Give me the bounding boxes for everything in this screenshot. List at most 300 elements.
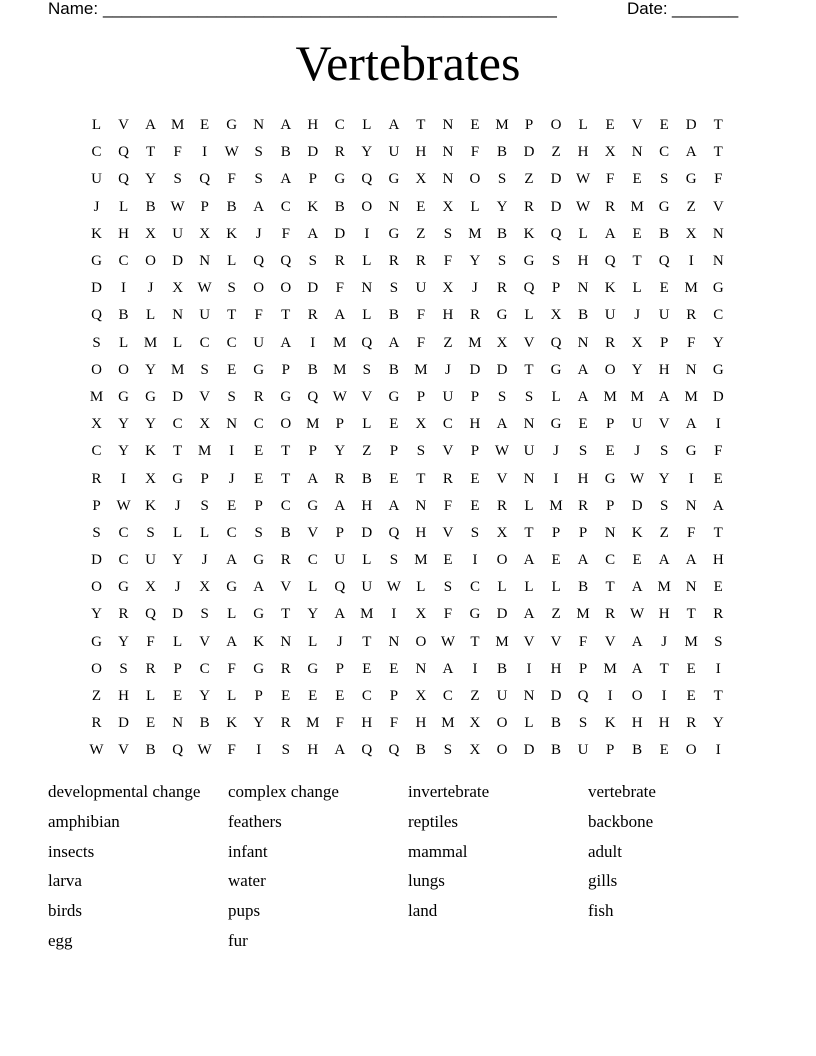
grid-letter[interactable]: U	[91, 171, 102, 188]
grid-letter[interactable]: D	[550, 688, 562, 705]
grid-letter[interactable]: G	[253, 660, 265, 677]
grid-letter[interactable]: G	[685, 171, 697, 188]
grid-letter[interactable]: X	[496, 334, 508, 351]
grid-letter[interactable]: G	[334, 171, 346, 188]
grid-letter[interactable]: J	[201, 552, 208, 569]
grid-letter[interactable]: P	[470, 388, 480, 405]
grid-letter[interactable]: G	[307, 660, 319, 677]
grid-letter[interactable]: U	[388, 144, 400, 161]
grid-letter[interactable]: O	[361, 198, 373, 215]
grid-letter[interactable]: M	[143, 334, 158, 351]
grid-letter[interactable]: Q	[91, 307, 102, 324]
grid-letter[interactable]: R	[524, 198, 535, 215]
grid-letter[interactable]: O	[550, 117, 562, 134]
grid-letter[interactable]: R	[469, 307, 480, 324]
grid-letter[interactable]: E	[443, 552, 453, 569]
grid-letter[interactable]: L	[145, 688, 156, 705]
grid-letter[interactable]: M	[197, 443, 212, 460]
grid-letter[interactable]: Y	[361, 144, 373, 161]
grid-letter[interactable]: S	[443, 225, 453, 242]
grid-letter[interactable]: E	[659, 280, 669, 297]
grid-letter[interactable]: P	[308, 171, 317, 188]
grid-letter[interactable]: S	[660, 443, 669, 460]
grid-letter[interactable]: B	[578, 307, 589, 324]
grid-letter[interactable]: F	[714, 443, 723, 460]
grid-letter[interactable]: W	[386, 579, 401, 596]
grid-letter[interactable]: B	[632, 742, 643, 759]
grid-letter[interactable]: N	[712, 225, 724, 242]
grid-letter[interactable]: A	[496, 416, 508, 433]
grid-letter[interactable]: H	[361, 497, 373, 514]
grid-letter[interactable]: U	[604, 307, 616, 324]
grid-letter[interactable]: C	[605, 552, 616, 569]
grid-letter[interactable]: X	[91, 416, 102, 433]
grid-letter[interactable]: H	[118, 688, 129, 705]
grid-letter[interactable]: E	[335, 688, 345, 705]
grid-letter[interactable]: O	[496, 715, 508, 732]
grid-letter[interactable]: Y	[172, 552, 184, 569]
grid-letter[interactable]: Z	[416, 225, 426, 242]
grid-letter[interactable]: A	[577, 552, 589, 569]
grid-letter[interactable]: B	[145, 198, 156, 215]
grid-letter[interactable]: B	[334, 198, 345, 215]
grid-letter[interactable]: I	[715, 742, 721, 759]
grid-letter[interactable]: S	[660, 171, 669, 188]
grid-letter[interactable]: G	[550, 361, 562, 378]
grid-letter[interactable]: Z	[91, 688, 102, 705]
grid-letter[interactable]: O	[469, 171, 481, 188]
grid-letter[interactable]: E	[389, 416, 399, 433]
grid-letter[interactable]: D	[91, 552, 102, 569]
grid-letter[interactable]: B	[551, 742, 562, 759]
grid-letter[interactable]: G	[91, 633, 102, 650]
grid-letter[interactable]: G	[712, 361, 724, 378]
grid-letter[interactable]: H	[577, 253, 589, 270]
grid-letter[interactable]: Z	[443, 334, 453, 351]
grid-letter[interactable]: R	[334, 144, 345, 161]
grid-letter[interactable]: X	[199, 416, 211, 433]
grid-letter[interactable]: N	[577, 334, 589, 351]
grid-letter[interactable]: R	[280, 715, 291, 732]
grid-letter[interactable]: X	[469, 742, 481, 759]
grid-letter[interactable]: C	[226, 524, 237, 541]
grid-letter[interactable]: W	[575, 171, 591, 188]
grid-letter[interactable]: U	[496, 688, 508, 705]
grid-letter[interactable]: G	[118, 579, 129, 596]
grid-letter[interactable]: A	[523, 552, 535, 569]
grid-letter[interactable]: G	[523, 253, 535, 270]
grid-letter[interactable]: L	[632, 280, 642, 297]
grid-letter[interactable]: J	[147, 280, 154, 297]
grid-letter[interactable]: D	[172, 388, 184, 405]
grid-letter[interactable]: M	[333, 361, 347, 378]
grid-letter[interactable]: W	[630, 470, 645, 487]
grid-letter[interactable]: T	[470, 633, 480, 650]
grid-letter[interactable]: M	[495, 633, 509, 650]
grid-letter[interactable]: M	[495, 117, 509, 134]
grid-letter[interactable]: I	[229, 443, 235, 460]
grid-letter[interactable]: S	[200, 606, 209, 623]
grid-letter[interactable]: Y	[145, 416, 156, 433]
grid-letter[interactable]: L	[362, 117, 372, 134]
grid-letter[interactable]: J	[445, 361, 451, 378]
grid-letter[interactable]: O	[685, 742, 697, 759]
grid-letter[interactable]: A	[658, 388, 670, 405]
grid-letter[interactable]: J	[472, 280, 478, 297]
grid-letter[interactable]: L	[200, 524, 210, 541]
grid-letter[interactable]: S	[389, 280, 399, 297]
grid-letter[interactable]: Y	[118, 633, 129, 650]
grid-letter[interactable]: S	[443, 742, 453, 759]
grid-letter[interactable]: S	[254, 524, 263, 541]
grid-letter[interactable]: T	[713, 688, 723, 705]
grid-letter[interactable]: K	[307, 198, 319, 215]
grid-letter[interactable]: G	[145, 388, 156, 405]
grid-letter[interactable]: Q	[199, 171, 211, 188]
grid-letter[interactable]: F	[281, 225, 290, 242]
grid-letter[interactable]: J	[634, 443, 641, 460]
grid-letter[interactable]: O	[415, 633, 427, 650]
grid-letter[interactable]: Y	[658, 470, 670, 487]
grid-letter[interactable]: N	[226, 416, 238, 433]
grid-letter[interactable]: M	[170, 361, 185, 378]
grid-letter[interactable]: S	[119, 660, 128, 677]
grid-letter[interactable]: M	[630, 388, 644, 405]
grid-letter[interactable]: Q	[253, 253, 265, 270]
grid-letter[interactable]: O	[496, 742, 508, 759]
grid-letter[interactable]: G	[253, 361, 265, 378]
grid-letter[interactable]: D	[469, 361, 481, 378]
grid-letter[interactable]: J	[634, 307, 641, 324]
grid-letter[interactable]: B	[280, 144, 291, 161]
grid-letter[interactable]: H	[577, 144, 589, 161]
grid-letter[interactable]: S	[308, 253, 317, 270]
grid-letter[interactable]: K	[253, 633, 265, 650]
grid-letter[interactable]: R	[334, 470, 345, 487]
grid-letter[interactable]: O	[280, 416, 292, 433]
grid-letter[interactable]: L	[227, 606, 237, 623]
grid-letter[interactable]: A	[226, 633, 238, 650]
grid-letter[interactable]: C	[442, 416, 453, 433]
grid-letter[interactable]: B	[578, 579, 589, 596]
grid-letter[interactable]: S	[92, 524, 101, 541]
grid-letter[interactable]: G	[496, 307, 508, 324]
grid-letter[interactable]: Q	[118, 144, 129, 161]
grid-letter[interactable]: S	[362, 361, 371, 378]
grid-letter[interactable]: P	[335, 524, 344, 541]
grid-letter[interactable]: X	[415, 171, 427, 188]
grid-letter[interactable]: L	[524, 307, 534, 324]
grid-letter[interactable]: F	[443, 497, 453, 514]
grid-letter[interactable]: S	[227, 280, 236, 297]
grid-letter[interactable]: A	[280, 171, 292, 188]
grid-letter[interactable]: S	[470, 524, 480, 541]
grid-letter[interactable]: D	[307, 144, 319, 161]
grid-letter[interactable]: F	[416, 307, 426, 324]
grid-letter[interactable]: D	[550, 171, 562, 188]
grid-letter[interactable]: I	[364, 225, 370, 242]
grid-letter[interactable]: P	[389, 688, 399, 705]
grid-letter[interactable]: N	[415, 497, 427, 514]
grid-letter[interactable]: P	[605, 742, 615, 759]
grid-letter[interactable]: P	[254, 688, 263, 705]
grid-letter[interactable]: K	[226, 715, 238, 732]
grid-letter[interactable]: T	[524, 524, 534, 541]
grid-letter[interactable]: S	[497, 171, 507, 188]
grid-letter[interactable]: O	[280, 280, 292, 297]
grid-letter[interactable]: M	[549, 497, 563, 514]
grid-letter[interactable]: E	[254, 470, 264, 487]
grid-letter[interactable]: Y	[145, 171, 156, 188]
grid-letter[interactable]: Q	[334, 579, 346, 596]
grid-letter[interactable]: D	[712, 388, 724, 405]
grid-letter[interactable]: N	[442, 117, 454, 134]
grid-letter[interactable]: D	[361, 524, 373, 541]
grid-letter[interactable]: T	[281, 470, 291, 487]
grid-letter[interactable]: N	[523, 688, 535, 705]
grid-letter[interactable]: E	[632, 552, 642, 569]
grid-letter[interactable]: P	[578, 660, 588, 677]
grid-letter[interactable]: J	[228, 470, 235, 487]
grid-letter[interactable]: C	[469, 579, 480, 596]
grid-letter[interactable]: S	[281, 742, 290, 759]
grid-letter[interactable]: B	[145, 742, 156, 759]
grid-letter[interactable]: X	[442, 280, 454, 297]
grid-letter[interactable]: N	[280, 633, 292, 650]
grid-letter[interactable]: E	[659, 742, 669, 759]
grid-letter[interactable]: E	[362, 660, 372, 677]
grid-letter[interactable]: F	[173, 144, 182, 161]
grid-letter[interactable]: Z	[659, 524, 669, 541]
grid-letter[interactable]: A	[388, 334, 400, 351]
grid-letter[interactable]: L	[227, 253, 237, 270]
grid-letter[interactable]: R	[91, 715, 102, 732]
grid-letter[interactable]: W	[197, 280, 212, 297]
grid-letter[interactable]: W	[89, 742, 104, 759]
grid-letter[interactable]: L	[551, 388, 561, 405]
grid-letter[interactable]: H	[118, 225, 129, 242]
grid-letter[interactable]: P	[281, 361, 290, 378]
grid-letter[interactable]: T	[416, 470, 426, 487]
grid-letter[interactable]: O	[91, 361, 102, 378]
grid-letter[interactable]: N	[253, 117, 265, 134]
grid-letter[interactable]: O	[91, 660, 102, 677]
grid-letter[interactable]: Y	[631, 361, 643, 378]
grid-letter[interactable]: F	[146, 633, 155, 650]
grid-letter[interactable]: S	[416, 443, 426, 460]
grid-letter[interactable]: N	[172, 307, 184, 324]
grid-letter[interactable]: E	[713, 470, 723, 487]
grid-letter[interactable]: X	[496, 524, 508, 541]
grid-letter[interactable]: E	[470, 497, 480, 514]
grid-letter[interactable]: V	[550, 633, 562, 650]
grid-letter[interactable]: Y	[307, 606, 319, 623]
grid-letter[interactable]: L	[308, 633, 318, 650]
grid-letter[interactable]: T	[632, 253, 642, 270]
grid-letter[interactable]: Y	[712, 334, 724, 351]
grid-letter[interactable]: A	[442, 660, 454, 677]
grid-letter[interactable]: T	[145, 144, 156, 161]
grid-letter[interactable]: X	[415, 416, 427, 433]
grid-letter[interactable]: X	[172, 280, 184, 297]
grid-letter[interactable]: G	[253, 552, 265, 569]
grid-letter[interactable]: F	[605, 171, 615, 188]
grid-letter[interactable]: W	[630, 606, 645, 623]
grid-letter[interactable]: I	[121, 280, 127, 297]
grid-letter[interactable]: S	[714, 633, 723, 650]
grid-letter[interactable]: V	[199, 633, 211, 650]
grid-letter[interactable]: Q	[307, 388, 319, 405]
grid-letter[interactable]: F	[254, 307, 263, 324]
grid-letter[interactable]: E	[145, 715, 156, 732]
grid-letter[interactable]: R	[307, 307, 318, 324]
grid-letter[interactable]: I	[472, 552, 478, 569]
grid-letter[interactable]: A	[280, 334, 292, 351]
grid-letter[interactable]: S	[660, 497, 669, 514]
grid-letter[interactable]: O	[253, 280, 265, 297]
grid-letter[interactable]: L	[362, 552, 372, 569]
grid-letter[interactable]: X	[550, 307, 562, 324]
grid-letter[interactable]: Y	[334, 443, 346, 460]
grid-letter[interactable]: K	[91, 225, 102, 242]
grid-letter[interactable]: H	[631, 715, 643, 732]
grid-letter[interactable]: L	[173, 334, 183, 351]
grid-letter[interactable]: M	[414, 361, 428, 378]
grid-letter[interactable]: V	[118, 742, 129, 759]
grid-letter[interactable]: S	[497, 388, 507, 405]
grid-letter[interactable]: G	[388, 388, 400, 405]
grid-letter[interactable]: S	[524, 388, 534, 405]
grid-letter[interactable]: H	[658, 361, 670, 378]
grid-letter[interactable]: I	[688, 470, 694, 487]
grid-letter[interactable]: M	[684, 388, 698, 405]
grid-letter[interactable]: C	[118, 253, 129, 270]
grid-letter[interactable]: F	[443, 253, 453, 270]
grid-letter[interactable]: D	[550, 198, 562, 215]
grid-letter[interactable]: Q	[658, 253, 670, 270]
grid-letter[interactable]: L	[362, 253, 372, 270]
grid-letter[interactable]: P	[470, 443, 480, 460]
grid-letter[interactable]: L	[227, 688, 237, 705]
grid-letter[interactable]: V	[523, 334, 535, 351]
grid-letter[interactable]: C	[280, 497, 291, 514]
grid-letter[interactable]: T	[524, 361, 534, 378]
grid-letter[interactable]: L	[470, 198, 480, 215]
grid-letter[interactable]: A	[307, 470, 319, 487]
grid-letter[interactable]: I	[607, 688, 613, 705]
grid-letter[interactable]: N	[685, 497, 697, 514]
grid-letter[interactable]: R	[496, 497, 507, 514]
grid-letter[interactable]: I	[256, 742, 262, 759]
grid-letter[interactable]: I	[715, 660, 721, 677]
grid-letter[interactable]: T	[659, 660, 669, 677]
grid-letter[interactable]: X	[145, 579, 156, 596]
grid-letter[interactable]: N	[388, 633, 400, 650]
grid-letter[interactable]: R	[442, 470, 453, 487]
grid-letter[interactable]: V	[280, 579, 292, 596]
grid-letter[interactable]: D	[523, 144, 535, 161]
grid-letter[interactable]: U	[442, 388, 454, 405]
grid-letter[interactable]: M	[360, 606, 374, 623]
grid-letter[interactable]: Q	[118, 171, 129, 188]
grid-letter[interactable]: N	[388, 198, 400, 215]
grid-letter[interactable]: M	[630, 198, 644, 215]
grid-letter[interactable]: X	[145, 225, 156, 242]
grid-letter[interactable]: R	[91, 470, 102, 487]
grid-letter[interactable]: I	[553, 470, 559, 487]
grid-letter[interactable]: H	[658, 715, 670, 732]
grid-letter[interactable]: W	[170, 198, 185, 215]
grid-letter[interactable]: T	[281, 606, 291, 623]
grid-letter[interactable]: E	[551, 552, 561, 569]
grid-letter[interactable]: N	[604, 524, 616, 541]
grid-letter[interactable]: F	[687, 524, 696, 541]
grid-letter[interactable]: L	[362, 307, 372, 324]
grid-letter[interactable]: R	[280, 552, 291, 569]
grid-letter[interactable]: U	[523, 443, 535, 460]
grid-letter[interactable]: N	[523, 470, 535, 487]
grid-letter[interactable]: L	[362, 416, 372, 433]
grid-letter[interactable]: A	[523, 606, 535, 623]
grid-letter[interactable]: C	[91, 443, 102, 460]
grid-letter[interactable]: B	[496, 144, 507, 161]
grid-letter[interactable]: B	[415, 742, 426, 759]
grid-letter[interactable]: D	[685, 117, 697, 134]
grid-letter[interactable]: M	[333, 334, 347, 351]
grid-letter[interactable]: L	[308, 579, 318, 596]
grid-letter[interactable]: A	[712, 497, 724, 514]
grid-letter[interactable]: L	[524, 715, 534, 732]
grid-letter[interactable]: G	[253, 606, 265, 623]
grid-letter[interactable]: B	[659, 225, 670, 242]
grid-letter[interactable]: N	[442, 144, 454, 161]
grid-letter[interactable]: P	[605, 416, 615, 433]
grid-letter[interactable]: R	[145, 660, 156, 677]
grid-letter[interactable]: U	[361, 579, 373, 596]
grid-letter[interactable]: D	[172, 606, 184, 623]
grid-letter[interactable]: E	[227, 361, 237, 378]
grid-letter[interactable]: U	[334, 552, 346, 569]
grid-letter[interactable]: C	[118, 552, 129, 569]
grid-letter[interactable]: P	[254, 497, 263, 514]
grid-letter[interactable]: F	[714, 171, 723, 188]
grid-letter[interactable]: O	[118, 361, 129, 378]
grid-letter[interactable]: I	[715, 416, 721, 433]
grid-letter[interactable]: C	[361, 688, 372, 705]
grid-letter[interactable]: E	[470, 117, 480, 134]
grid-letter[interactable]: M	[468, 334, 482, 351]
grid-letter[interactable]: D	[172, 253, 184, 270]
grid-letter[interactable]: F	[227, 742, 236, 759]
grid-letter[interactable]: U	[631, 416, 643, 433]
grid-letter[interactable]: A	[253, 198, 265, 215]
grid-letter[interactable]: I	[688, 253, 694, 270]
grid-letter[interactable]: C	[91, 144, 102, 161]
grid-letter[interactable]: B	[388, 361, 399, 378]
grid-letter[interactable]: J	[661, 633, 668, 650]
grid-letter[interactable]: S	[578, 715, 588, 732]
grid-letter[interactable]: S	[254, 171, 263, 188]
grid-letter[interactable]: E	[281, 688, 291, 705]
grid-letter[interactable]: C	[226, 334, 237, 351]
grid-letter[interactable]: R	[280, 660, 291, 677]
grid-letter[interactable]: W	[440, 633, 455, 650]
grid-letter[interactable]: I	[202, 144, 208, 161]
grid-letter[interactable]: A	[307, 225, 319, 242]
grid-letter[interactable]: S	[389, 552, 399, 569]
grid-letter[interactable]: Q	[388, 742, 400, 759]
grid-letter[interactable]: C	[713, 307, 724, 324]
